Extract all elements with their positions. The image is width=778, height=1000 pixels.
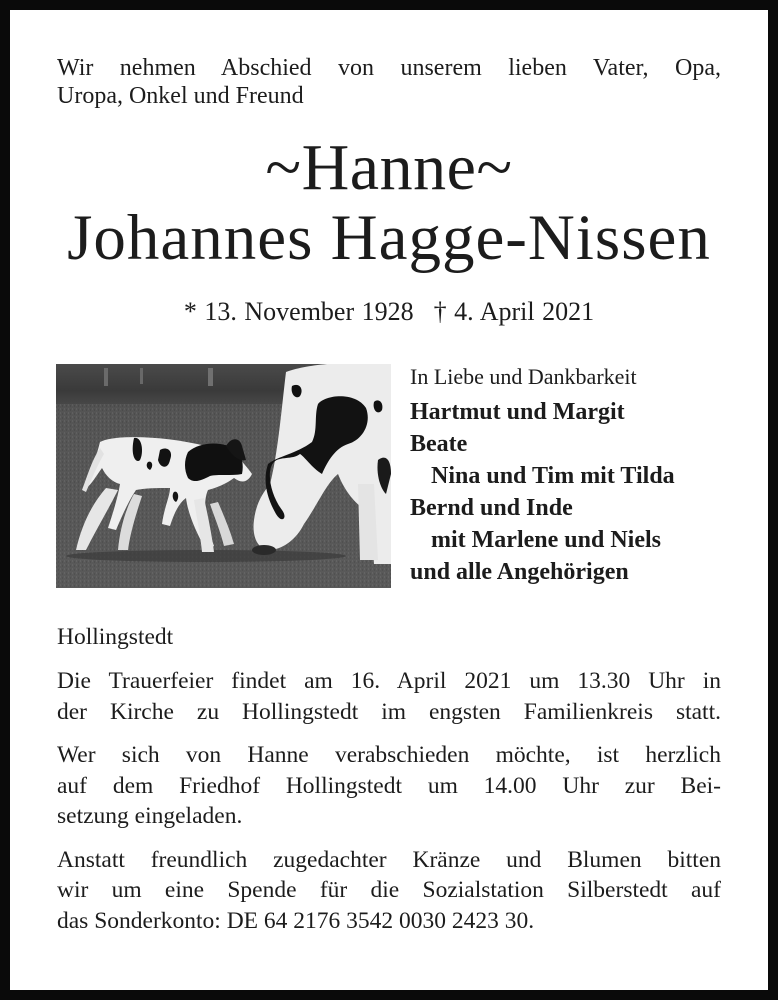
place-name: Hollingstedt: [57, 624, 174, 650]
deceased-nickname: ~Hanne~: [265, 131, 513, 204]
intro-line-1: Wir nehmen Abschied von unserem lieben Vater, Opa,: [57, 55, 721, 81]
intro-line-2: Uropa, Onkel und Freund: [57, 83, 304, 109]
family-name-line: Hartmut und Margit: [410, 399, 625, 425]
donation-paragraph: [57, 845, 721, 937]
paragraph-line: auf dem Friedhof Hollingstedt um 14.00 Uhr zur Bei-: [57, 772, 721, 799]
notice-body: [57, 622, 721, 949]
family-signature: [410, 362, 750, 588]
paragraph-line: Wer sich von Hanne verabschieden möchte, ist herzlich: [57, 742, 721, 768]
cow-and-calf-photo: [56, 364, 391, 588]
paragraph-line: Die Trauerfeier findet am 16. April 2021 um 13.30 Uhr in: [57, 668, 721, 694]
family-name-line: Beate: [410, 431, 468, 457]
paragraph-line: setzung eingeladen.: [57, 803, 243, 829]
funeral-service-paragraph: [57, 666, 721, 727]
deceased-full-name: Johannes Hagge-Nissen: [67, 202, 711, 274]
death-date: † 4. April 2021: [433, 297, 595, 326]
family-name-line: und alle Angehörigen: [410, 559, 629, 585]
family-name-line: Bernd und Inde: [410, 495, 573, 521]
family-name-line-indented: mit Marlene und Niels: [431, 527, 661, 553]
birth-date: * 13. November 1928: [183, 297, 414, 326]
paragraph-line: Anstatt freundlich zugedachter Kränze und Blumen bitten: [57, 846, 721, 873]
obituary-notice: [10, 10, 768, 990]
intro-text: [57, 54, 721, 110]
life-dates: [10, 296, 768, 328]
family-thanks-line: In Liebe und Dankbarkeit: [410, 364, 637, 389]
family-name-line-indented: Nina und Tim mit Tilda: [431, 463, 675, 489]
paragraph-line: wir um eine Spende für die Sozialstation Silberstedt auf: [57, 877, 721, 903]
paragraph-line: der Kirche zu Hollingstedt im engsten Familienkreis statt.: [57, 698, 721, 725]
burial-invitation-paragraph: [57, 740, 721, 832]
family-names-list: [410, 396, 750, 588]
paragraph-line: das Sonderkonto: DE 64 2176 3542 0030 2423 30.: [57, 907, 535, 934]
